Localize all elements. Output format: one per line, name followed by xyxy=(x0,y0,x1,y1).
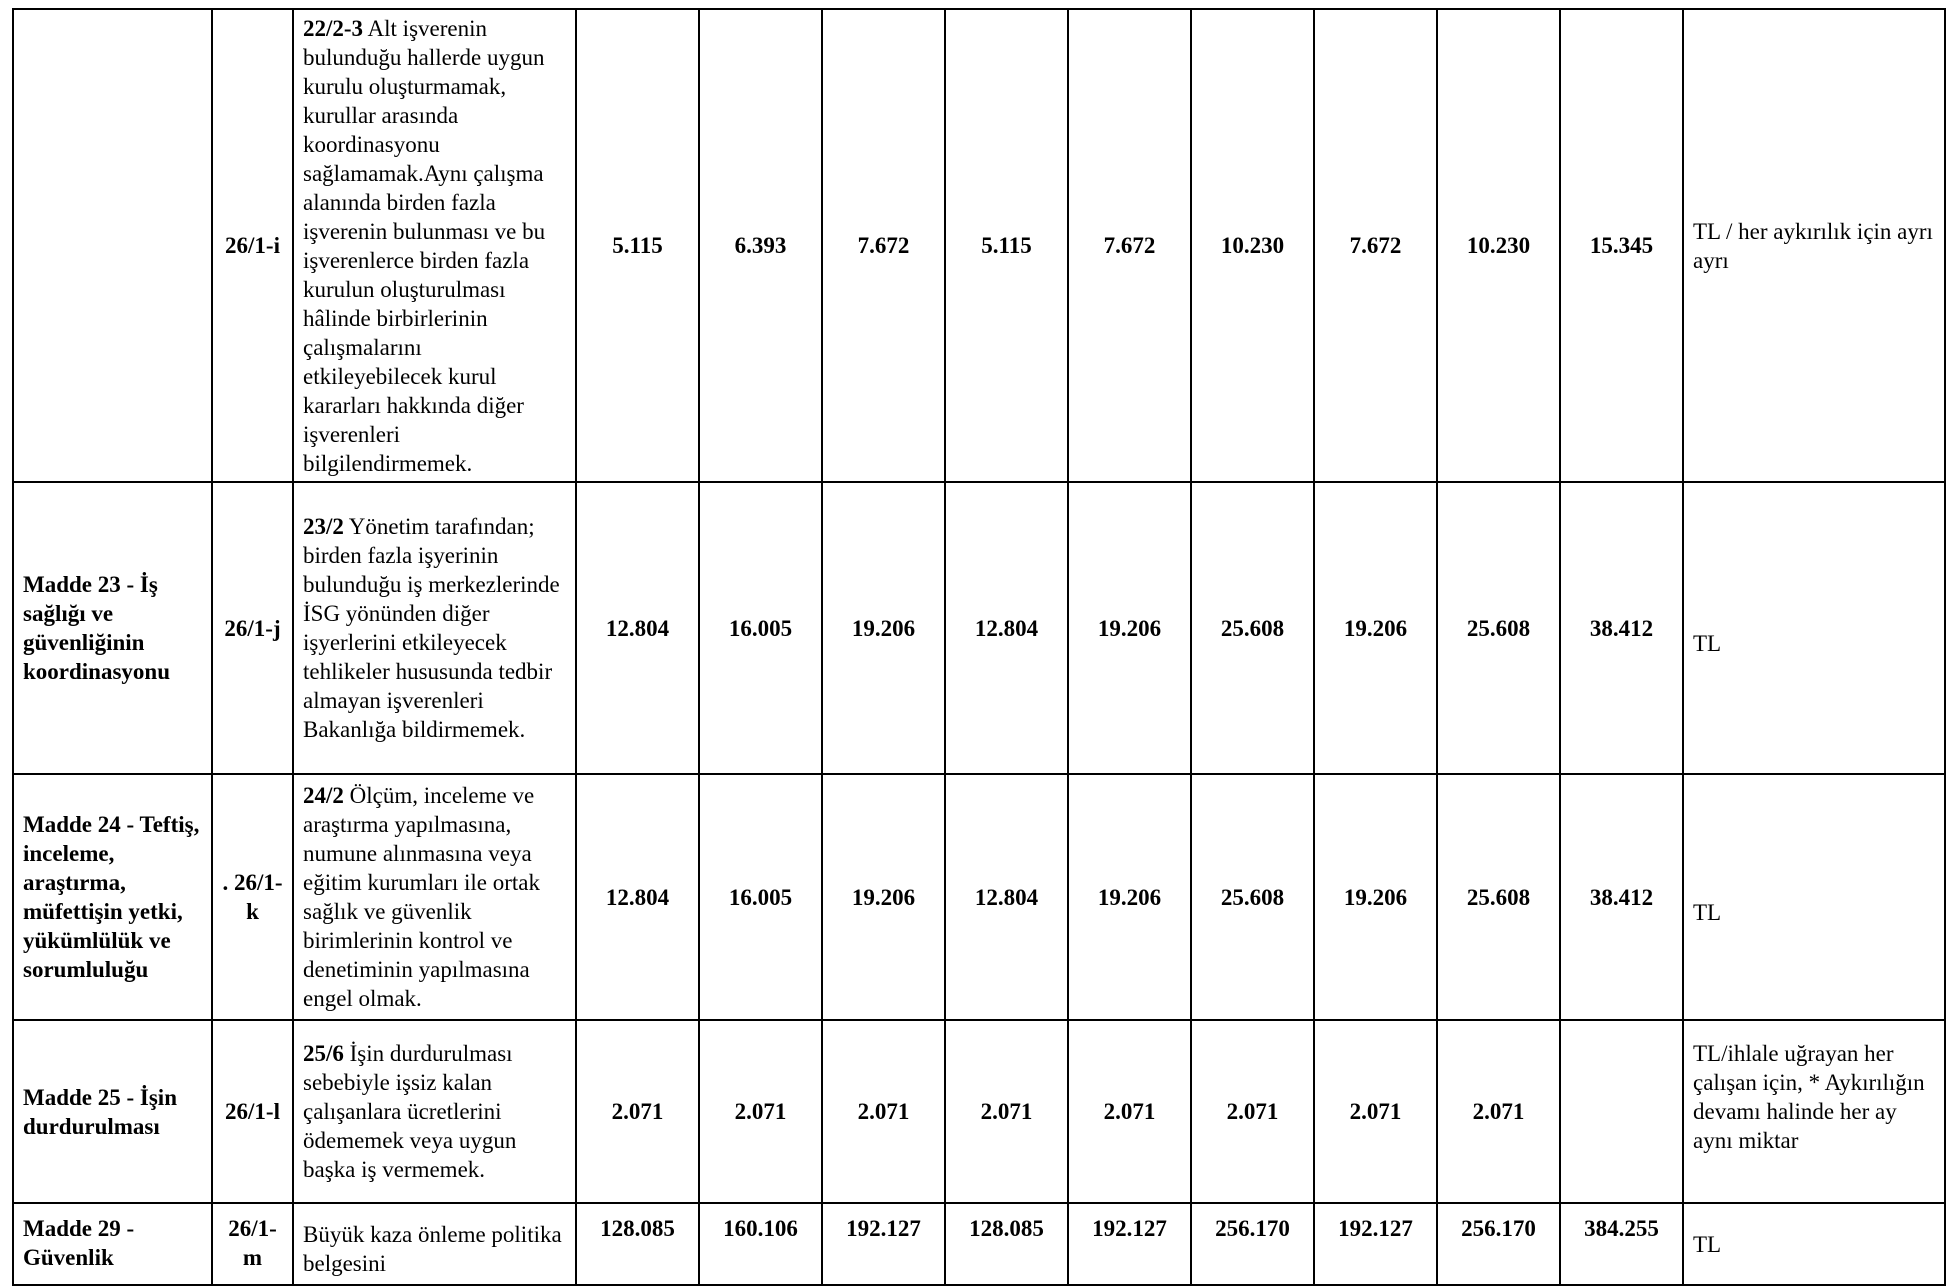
amount-cell: 19.206 xyxy=(822,774,945,1020)
description-text: İşin durdurulması sebebiyle işsiz kalan çalışanlara ücretlerini ödememek veya uygun başka iş vermemek. xyxy=(303,1041,517,1182)
table-row xyxy=(13,1203,1945,1285)
description-cell xyxy=(293,774,576,1020)
description-text: Ölçüm, inceleme ve araştırma yapılmasına, numune alınmasına veya eğitim kurumları ile ortak sağlık ve güvenlik birimlerinin kontrol ve denetiminin yapılmasına engel olmak. xyxy=(303,783,540,1011)
amount-cell: 38.412 xyxy=(1560,774,1683,1020)
reference-cell: 26/1-l xyxy=(212,1020,293,1203)
article-cell: Madde 24 - Teftiş, inceleme, araştırma, müfettişin yetki, yükümlülük ve sorumluluğu xyxy=(13,774,212,1020)
amount-cell: 10.230 xyxy=(1437,9,1560,482)
amount-cell: 2.071 xyxy=(1191,1020,1314,1203)
article-cell: Madde 25 - İşin durdurulması xyxy=(13,1020,212,1203)
article-cell xyxy=(13,9,212,482)
amount-cell: 128.085 xyxy=(576,1203,699,1285)
amount-cell: 12.804 xyxy=(576,774,699,1020)
amount-cell: 7.672 xyxy=(1314,9,1437,482)
article-cell: Madde 23 - İş sağlığı ve güvenliğinin koordinasyonu xyxy=(13,482,212,774)
table-row xyxy=(13,482,1945,774)
description-cell xyxy=(293,1203,576,1285)
amount-cell: 16.005 xyxy=(699,482,822,774)
unit-cell: TL/ihlale uğrayan her çalışan için, * Aykırılığın devamı halinde her ay aynı miktar xyxy=(1683,1020,1945,1203)
amount-cell: 5.115 xyxy=(945,9,1068,482)
amount-cell: 6.393 xyxy=(699,9,822,482)
amount-cell: 2.071 xyxy=(576,1020,699,1203)
description-text: Büyük kaza önleme politika belgesini xyxy=(303,1222,562,1276)
amount-cell: 256.170 xyxy=(1191,1203,1314,1285)
amount-cell: 384.255 xyxy=(1560,1203,1683,1285)
amount-cell: 7.672 xyxy=(1068,9,1191,482)
reference-cell: 26/1-i xyxy=(212,9,293,482)
unit-cell: TL / her aykırılık için ayrı ayrı xyxy=(1683,9,1945,482)
description-code: 24/2 xyxy=(303,783,344,808)
amount-cell: 25.608 xyxy=(1191,482,1314,774)
description-cell xyxy=(293,1020,576,1203)
amount-cell: 10.230 xyxy=(1191,9,1314,482)
description-text: Yönetim tarafından; birden fazla işyerinin bulunduğu iş merkezlerinde İSG yönünden diğer işyerlerini etkileyecek tehlikeler hususunda tedbir almayan işverenleri Bakanlığa bildirmemek. xyxy=(303,514,560,742)
table-row xyxy=(13,774,1945,1020)
amount-cell: 160.106 xyxy=(699,1203,822,1285)
amount-cell: 192.127 xyxy=(1068,1203,1191,1285)
amount-cell: 19.206 xyxy=(1314,482,1437,774)
amount-cell: 25.608 xyxy=(1437,774,1560,1020)
amount-cell: 19.206 xyxy=(1314,774,1437,1020)
fines-table xyxy=(12,8,1946,1286)
description-code: 22/2-3 xyxy=(303,15,364,41)
amount-cell: 19.206 xyxy=(1068,774,1191,1020)
amount-cell xyxy=(1560,1020,1683,1203)
amount-cell: 12.804 xyxy=(945,482,1068,774)
reference-cell: 26/1-j xyxy=(212,482,293,774)
article-cell: Madde 29 - Güvenlik xyxy=(13,1203,212,1285)
reference-cell: . 26/1-k xyxy=(212,774,293,1020)
amount-cell: 7.672 xyxy=(822,9,945,482)
amount-cell: 19.206 xyxy=(1068,482,1191,774)
amount-cell: 2.071 xyxy=(945,1020,1068,1203)
amount-cell: 2.071 xyxy=(1068,1020,1191,1203)
description-code: 25/6 xyxy=(303,1041,344,1066)
amount-cell: 2.071 xyxy=(822,1020,945,1203)
unit-cell: TL xyxy=(1683,774,1945,1020)
amount-cell: 25.608 xyxy=(1191,774,1314,1020)
amount-cell: 38.412 xyxy=(1560,482,1683,774)
amount-cell: 19.206 xyxy=(822,482,945,774)
table-row xyxy=(13,9,1945,482)
amount-cell: 25.608 xyxy=(1437,482,1560,774)
amount-cell: 192.127 xyxy=(822,1203,945,1285)
table-row xyxy=(13,1020,1945,1203)
unit-cell: TL xyxy=(1683,1203,1945,1285)
description-cell xyxy=(293,482,576,774)
amount-cell: 16.005 xyxy=(699,774,822,1020)
description-text: Alt işverenin bulunduğu hallerde uygun kurulu oluşturmamak, kurullar arasında koordinasyonu sağlamamak.Aynı çalışma alanında birden fazla işverenin bulunması ve bu işverenlerce birden fazla kurulun oluşturulması hâlinde birbirlerinin çalışmalarını etkileyebilecek kurul kararları hakkında diğer işverenleri bilgilendirmemek. xyxy=(303,15,546,476)
reference-cell: 26/1-m xyxy=(212,1203,293,1285)
unit-cell: TL xyxy=(1683,482,1945,774)
amount-cell: 192.127 xyxy=(1314,1203,1437,1285)
amount-cell: 15.345 xyxy=(1560,9,1683,482)
description-cell xyxy=(293,9,576,482)
description-code: 23/2 xyxy=(303,514,344,539)
amount-cell: 2.071 xyxy=(699,1020,822,1203)
amount-cell: 128.085 xyxy=(945,1203,1068,1285)
amount-cell: 5.115 xyxy=(576,9,699,482)
amount-cell: 12.804 xyxy=(576,482,699,774)
amount-cell: 12.804 xyxy=(945,774,1068,1020)
amount-cell: 2.071 xyxy=(1437,1020,1560,1203)
amount-cell: 2.071 xyxy=(1314,1020,1437,1203)
amount-cell: 256.170 xyxy=(1437,1203,1560,1285)
